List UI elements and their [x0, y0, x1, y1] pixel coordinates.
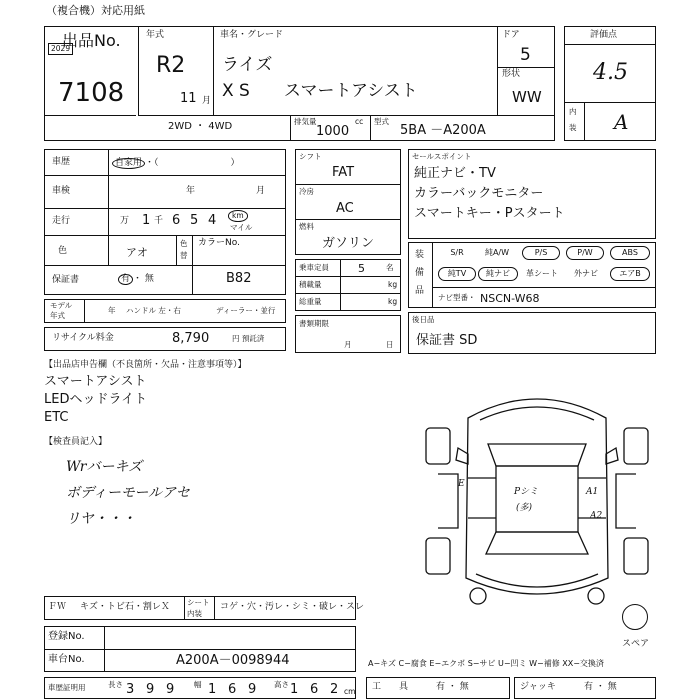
equip-abs: ABS	[610, 246, 650, 260]
car-name: ライズ	[222, 55, 273, 75]
lot-label: 出品No.	[62, 31, 121, 50]
equip-sr: S/R	[450, 248, 464, 257]
lot-stamp: 2029	[48, 43, 73, 55]
year-month: 11	[180, 91, 197, 106]
year-label: 年式	[146, 30, 165, 40]
inspector-line-1: Wrバーキズ	[66, 459, 143, 475]
mileage-unit: km	[228, 210, 248, 222]
interior-rating: A	[614, 110, 629, 134]
model-type: 5BA －A200A	[400, 123, 486, 138]
rating-value: 4.5	[593, 60, 628, 85]
lot-number: 7108	[58, 78, 125, 108]
recycle-value: 8,790	[172, 331, 210, 346]
seat-value: コゲ・穴・汚レ・シミ・破レ・スレ	[220, 602, 365, 612]
height-digit-1: 1	[290, 682, 299, 697]
aftermarket-value: 保証書 SD	[416, 333, 478, 348]
inspector-line-3: リヤ・・・	[66, 511, 136, 527]
displacement-value: 1000	[316, 124, 350, 139]
shift-value: FAT	[332, 165, 355, 180]
ac-value: AC	[336, 201, 354, 216]
year-value: R2	[156, 53, 186, 78]
top-caption: （複合機）対応用紙	[46, 4, 145, 17]
color-value: アオ	[126, 246, 148, 259]
warranty-yes: 有	[118, 274, 133, 285]
history-value: 自家用	[112, 158, 145, 169]
doors-value: 5	[520, 45, 531, 65]
diagram-mark-p: Pシミ	[514, 487, 539, 497]
mileage-digit-3: 5	[190, 213, 199, 228]
diagram-mark-a1: A1	[586, 487, 599, 497]
mileage-digit-4: 4	[208, 213, 217, 228]
length-digit-3: 9	[166, 682, 175, 697]
diagram-mark-many: (多)	[516, 503, 533, 513]
car-grade: X S スマートアシスト	[222, 81, 418, 101]
length-digit-2: 9	[146, 682, 155, 697]
equip-ps: P/S	[522, 246, 560, 260]
report-line-3: ETC	[44, 410, 69, 425]
inspector-line-2: ボディーモールアセ	[66, 485, 190, 501]
capacity-value: 5	[358, 262, 365, 275]
height-digit-3: 2	[330, 682, 339, 697]
sales-point-1: 純正ナビ・TV	[414, 166, 496, 181]
mileage-digit-1: 1	[142, 213, 151, 228]
report-label: 【出品店申告欄（不良箇所・欠品・注意事項等）】	[44, 360, 247, 370]
spare-tire-icon	[622, 604, 648, 630]
width-digit-3: 9	[248, 682, 257, 697]
width-digit-1: 1	[208, 682, 217, 697]
chassis-number: A200A－0098944	[176, 653, 290, 668]
mileage-digit-2: 6	[172, 213, 181, 228]
car-damage-diagram	[418, 378, 656, 618]
report-line-1: スマートアシスト	[44, 374, 147, 389]
navi-model: NSCN-W68	[480, 292, 540, 305]
shape-value: WW	[512, 88, 542, 106]
report-line-2: LEDヘッドライト	[44, 392, 148, 407]
equip-tv: 純TV	[438, 267, 476, 281]
fuel-value: ガソリン	[322, 236, 375, 251]
fw-value: キズ・トビ石・割レＸ	[80, 602, 170, 612]
equip-airbag: エアB	[610, 267, 650, 281]
height-digit-2: 6	[310, 682, 319, 697]
equip-ext-navi: 外ナビ	[574, 269, 598, 278]
equip-navi: 純ナビ	[478, 267, 518, 281]
inspector-label: 【検査員記入】	[44, 437, 108, 447]
length-digit-1: 3	[126, 682, 135, 697]
equip-alloy: 純A/W	[484, 248, 510, 257]
color-code: B82	[226, 271, 252, 286]
equip-pw: P/W	[566, 246, 604, 260]
width-digit-2: 6	[228, 682, 237, 697]
drive-type: 2WD ・ 4WD	[168, 121, 233, 132]
tools-value: 有 ・ 無	[436, 682, 469, 692]
damage-legend: A−キズ C−腐食 E−エクボ S−サビ U−凹ミ W−補修 XX−交換済	[368, 659, 604, 668]
diagram-mark-a2: A2	[590, 511, 603, 521]
spare-label: スペア	[622, 639, 650, 649]
equip-leather: 革シート	[526, 269, 558, 278]
sales-point-2: カラーバックモニター	[414, 186, 544, 201]
jack-value: 有 ・ 無	[584, 682, 617, 692]
sales-point-3: スマートキー・Pスタート	[414, 206, 565, 221]
diagram-mark-e: E	[458, 479, 465, 489]
